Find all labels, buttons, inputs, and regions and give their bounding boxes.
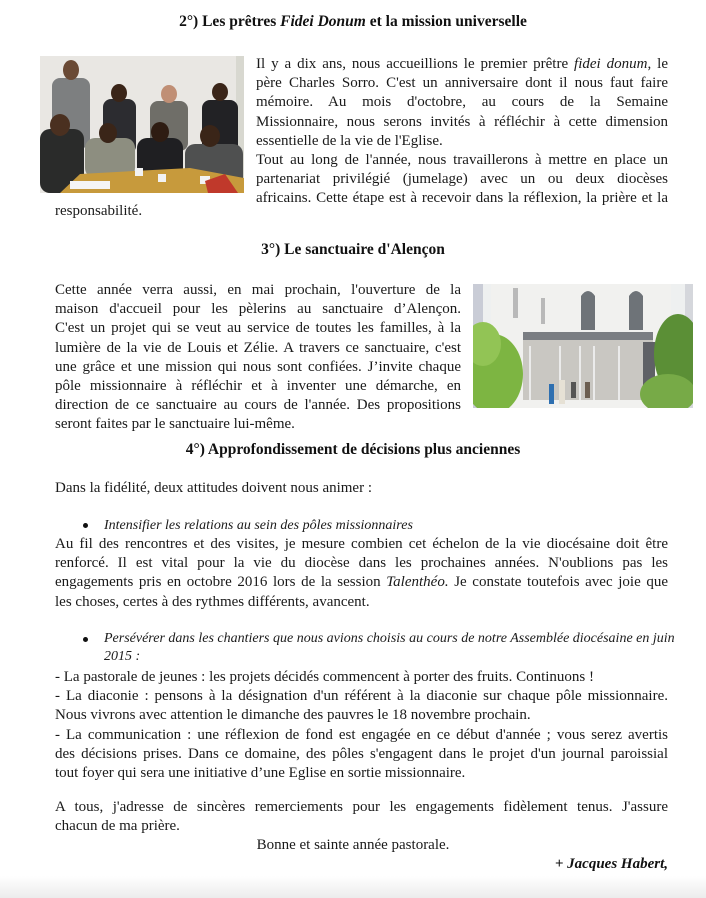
text-line: des décisions prises. Dans ce domaine, des pôles s'engagent dans le projet d'un journal paroissial [55, 745, 668, 762]
section-heading-approfondissement: 4°) Approfondissement de décisions plus anciennes [185, 441, 521, 458]
text-segment: Il y a dix ans, nous accueillions le premier prêtre [256, 56, 575, 72]
sanctuaire-paragraph [55, 281, 461, 435]
text-line: - La communication : une réflexion de fond est engagée en ce début d'année ; vous serez avertis [55, 726, 668, 743]
text-line: partenariat privilégié (jumelage) avec un ou deux diocèses [256, 171, 668, 188]
text-line: renforcé. Il est vital pour la vie du diocèse dans les prochaines années. N'oublions pas les [55, 555, 668, 572]
signature-name: + Jacques Habert, [554, 856, 668, 872]
sanctuary-rendering-illustration [473, 284, 693, 408]
text-line: pôle missionnaire à réfléchir et à inventer une démarche, en [55, 378, 461, 395]
text-segment: Je constate toutefois avec joie que [448, 574, 668, 591]
text-line: chacun de ma prière. [55, 818, 180, 835]
text-line: essentielle de la vie de l'Eglise. [256, 132, 443, 149]
bullet-dot [83, 523, 88, 528]
text-line: mémoire. Au mois d'octobre, au cours de la Semaine [256, 94, 668, 111]
heading-text: et la mission universelle [365, 13, 527, 30]
priests-photo-illustration [40, 56, 244, 193]
text-line: une grâce et une mission qui nous sont confiées. J’invite chaque [55, 358, 461, 375]
text-line: africains. Cette étape est à recevoir dans la réflexion, la prière et la [256, 190, 668, 207]
text-line: Persévérer dans les chantiers que nous avions choisis au cours de notre Assemblée diocésaine en juin [104, 631, 675, 646]
text-line: maison d'accueil pour les pèlerins au sanctuaire d’Alençon. [55, 301, 461, 318]
text-line: Nous vivrons avec attention le dimanche des pauvres le 18 novembre prochain. [55, 707, 531, 724]
text-line: Au fil des rencontres et des visites, je mesure combien cet échelon de la vie diocésaine doit être [55, 536, 668, 552]
text-line: responsabilité. [55, 203, 143, 219]
closing-wish: Bonne et sainte année pastorale. [256, 837, 450, 853]
text-line: A tous, j'adresse de sincères remerciements pour les engagements fidèlement tenus. J'assure [55, 799, 668, 815]
text-line: - La diaconie : pensons à la désignation d'un référent à la diaconie sur chaque pôle missionnaire. [55, 688, 668, 705]
section-heading-sanctuaire: 3°) Le sanctuaire d'Alençon [261, 241, 445, 258]
text-line: les choses, certes à des rythmes différents, avancent. [55, 593, 370, 610]
section-heading-fidei-donum [0, 12, 706, 32]
text-line [256, 55, 668, 74]
text-line: - La pastorale de jeunes : les projets décidés commencent à porter des fruits. Continuons ! [55, 669, 595, 685]
sanctuary-house-rendering [473, 284, 693, 408]
text-line: Missionnaire, nous serons invités à réfléchir à cette dimension [256, 113, 668, 130]
text-segment: , le [647, 56, 668, 72]
text-line: direction de ce sanctuaire au cours de l'année. Des propositions [55, 397, 461, 414]
text-line: tout foyer qui sera une initiative d’une Eglise en sortie missionnaire. [55, 765, 466, 782]
relations-paragraph [55, 535, 668, 612]
text-line: C'est un projet qui se veut au service de toutes les familles, à la [55, 320, 461, 337]
text-segment: engagements pris en octobre 2016 lors de la session [55, 574, 387, 591]
bullet-item-intensifier: Intensifier les relations au sein des pôles missionnaires [104, 518, 413, 533]
text-line [55, 573, 668, 592]
text-line: père Charles Sorro. C'est un anniversaire dont il nous faut faire [256, 75, 668, 92]
text-line: lumière de la vie de Louis et Zélie. A travers ce sanctuaire, c'est [55, 339, 461, 356]
text-line: Tout au long de l'année, nous travaillerons à mettre en place un [256, 152, 668, 169]
bullet-item-perseverer [104, 630, 675, 666]
text-line: seront faites par le sanctuaire lui-même. [55, 416, 295, 433]
italic-term: fidei donum [574, 56, 648, 72]
chantiers-paragraph [55, 668, 668, 783]
intro-paragraph [55, 479, 669, 498]
bullet-dot [83, 637, 88, 642]
italic-term: Talenthéo. [386, 574, 449, 591]
text-line: 2015 : [104, 649, 141, 664]
closing-paragraph [55, 798, 668, 836]
heading-text: 2°) Les prêtres [179, 13, 281, 30]
priests-group-photo [40, 56, 244, 193]
text-line: Cette année verra aussi, en mai prochain, l'ouverture de la [55, 282, 461, 298]
fidei-donum-paragraph [256, 55, 668, 209]
heading-italic-text: Fidei Donum [280, 13, 366, 30]
fidei-donum-paragraph-tail [55, 202, 355, 221]
page-bottom-fade [0, 876, 706, 898]
text-line: Dans la fidélité, deux attitudes doivent nous animer : [55, 480, 373, 496]
